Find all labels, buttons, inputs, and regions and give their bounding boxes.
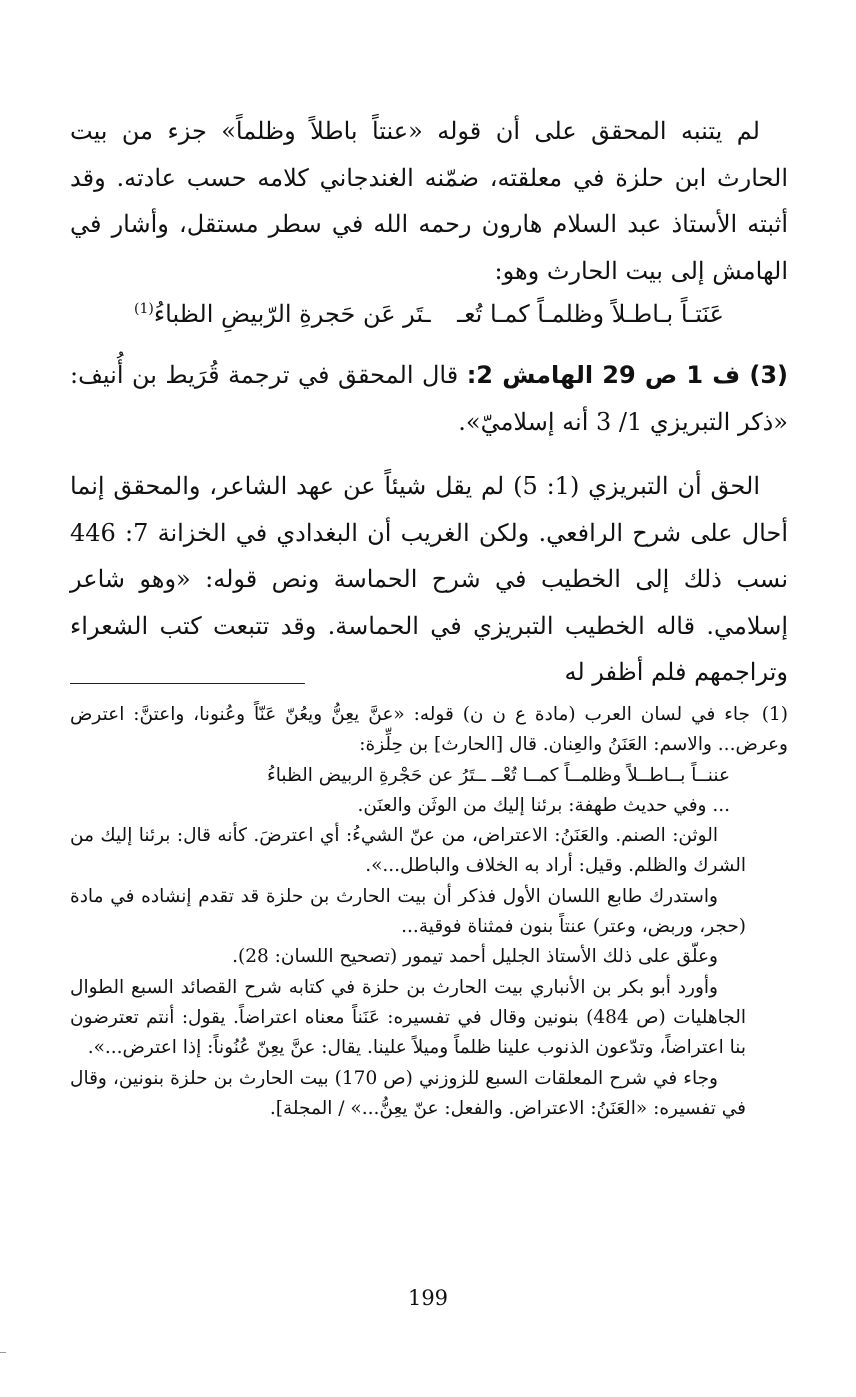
footnote-divider xyxy=(70,683,305,684)
footnote-ref: (1) xyxy=(134,301,154,317)
footnote-1: (1)جاء في لسان العرب (مادة ع ن ن) قوله: «عنَّ يعِنُّ ويعُنّ عَنّاً وعُنونا، واعتنَّ: اعترض وعرض... والاسم: العَنَنُ والعِنان. قال [الحارث] بن حِلِّزة: xyxy=(70,700,788,761)
main-text xyxy=(70,108,788,696)
footnote-number: (1) xyxy=(761,704,788,725)
footnote-line-7: وجاء في شرح المعلقات السبع للزوزني (ص 170) بيت الحارث بن حلزة بنونين، وقال في تفسيره: «العَنَنُ: الاعتراض. والفعل: عنّ يعِنُّ...» / المجلة]. xyxy=(70,1067,746,1119)
margin-mark xyxy=(0,1352,6,1353)
footnotes xyxy=(70,700,788,1124)
footnote-line-4: واستدرك طابع اللسان الأول فذكر أن بيت الحارث بن حلزة قد تقدم إنشاده في مادة (حجر، وربض، وعتر) عنتاً بنون فمثناة فوقية... xyxy=(70,885,746,938)
verse-first-hemistich: عَنَتـاً بـاطـلاً وظلمـاً كمـا تُعـ xyxy=(457,300,724,328)
page-number: 199 xyxy=(407,1286,449,1310)
footnote-verse: عننــاً بــاطــلاً وظلمــاً كمــا تُعْــ ــتَرُ عن حَجْرةِ الربيض الظباءُ xyxy=(267,764,730,786)
verse xyxy=(70,300,788,352)
paragraph-1: لم يتنبه المحقق على أن قوله «عنتاً باطلاً وظلماً» جزء من بيت الحارث ابن حلزة في معلقته، ضمّنه الغندجاني كلامه حسب عادته. وقد أثبته الأستاذ عبد السلام هارون رحمه الله في سطر مستقل، وأشار في الهامش إلى بيت الحارث وهو: xyxy=(70,117,788,285)
footnote-line-6: وأورد أبو بكر بن الأنباري بيت الحارث بن حلزة في كتابه شرح القصائد السبع الطوال الجاهليات (ص 484) بنونين وقال في تفسيره: عَنَناً معناه اعتراضاً. يقول: أنتم تعترضون بنا اعتراضاً، وتدّعون الذنوب علينا ظلماً وميلاً علينا. يقال: عنَّ يعِنّ عُنُوناً: إذا اعترض...». xyxy=(70,976,746,1059)
section-head: (3) ف 1 ص 29 الهامش 2: xyxy=(466,361,788,389)
section-text: قال المحقق في ترجمة قُرَيط بن أُنيف: «ذكر التبريزي 1/ 3 أنه إسلاميّ». xyxy=(70,361,788,436)
section-3 xyxy=(70,352,788,445)
footnote-line-2: ... وفي حديث طهفة: برئنا إليك من الوثَن والعنَن. xyxy=(357,794,730,816)
verse-second-hemistich: ـتَر عَن حَجرةِ الرّبيضِ الظباءُ$^{(1)}$ xyxy=(134,300,431,328)
paragraph-2: الحق أن التبريزي (1: 5) لم يقل شيئاً عن عهد الشاعر، والمحقق إنما أحال على شرح الرافعي. ولكن الغريب أن البغدادي في الخزانة 7: 446 نسب ذلك إلى الخطيب في شرح الحماسة ونص قوله: «وهو شاعر إسلامي. قاله الخطيب التبريزي في الحماسة. وقد تتبعت كتب الشعراء وتراجمهم فلم أظفر له xyxy=(70,472,788,686)
footnote-line-3: الوثن: الصنم. والعَنَنُ: الاعتراض، من عنّ الشيءُ: أي اعترضَ. كأنه قال: برئنا إليك من الشرك والظلم. وقيل: أراد به الخلاف والباطل...». xyxy=(70,825,746,877)
footnote-line-5: وعلّق على ذلك الأستاذ الجليل أحمد تيمور (تصحيح اللسان: 28). xyxy=(232,946,718,968)
